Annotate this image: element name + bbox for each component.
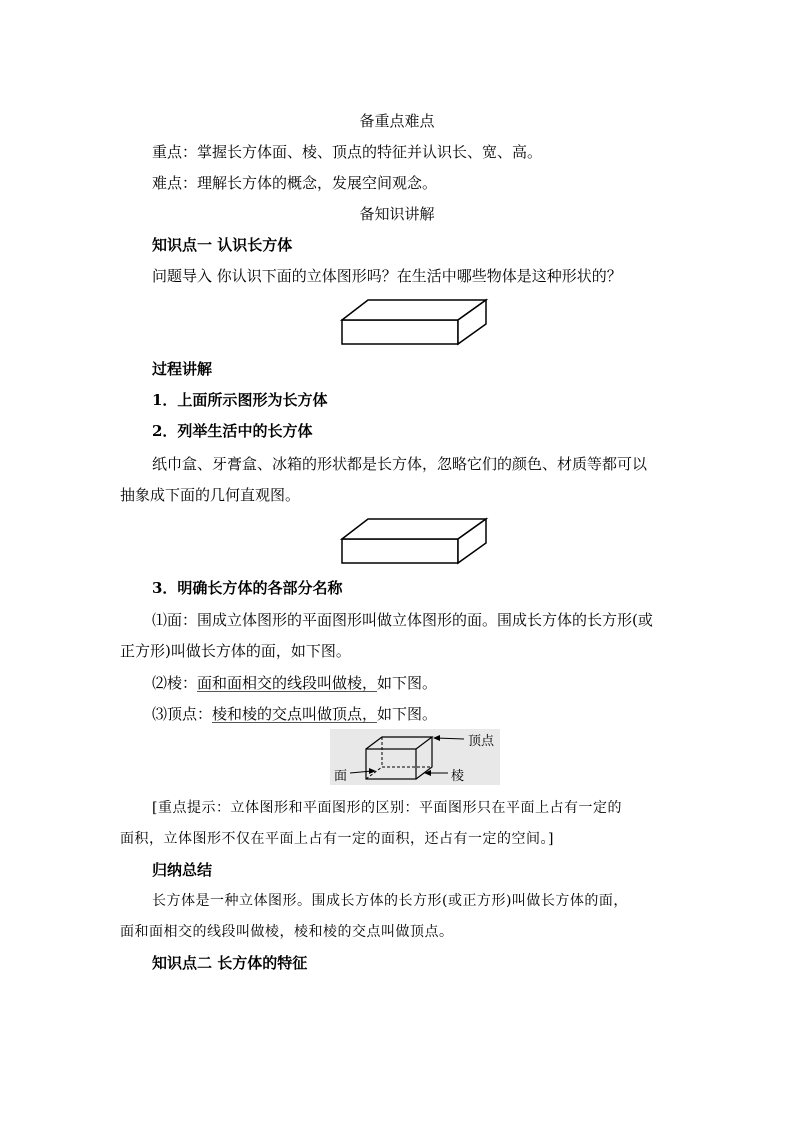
step-3-text: 3．明确长方体的各部分名称: [152, 579, 343, 597]
vertex-label: 顶点: [468, 734, 495, 749]
knowledge-point-2-title: 知识点二 长方体的特征: [152, 954, 308, 972]
face-label: 面: [334, 769, 348, 784]
summary-line-1: 长方体是一种立体图形。围成长方体的长方形(或正方形)叫做长方体的面，: [152, 893, 628, 909]
edge-suffix: 如下图。: [377, 674, 438, 692]
step-2-paragraph-line-1: 纸巾盒、牙膏盒、冰箱的形状都是长方体，忽略它们的颜色、材质等都可以: [152, 455, 648, 473]
step-2-text: 2．列举生活中的长方体: [152, 422, 313, 440]
step-2-paragraph-line-2: 抽象成下面的几何直观图。: [120, 486, 301, 504]
labeled-cuboid-diagram: [330, 729, 500, 785]
question-intro-text: 问题导入 你认识下面的立体图形吗？在生活中哪些物体是这种形状的？: [152, 267, 622, 285]
vertex-suffix: 如下图。: [377, 705, 438, 723]
step-1-text: 1．上面所示图形为长方体: [152, 391, 328, 409]
heading-prepare-focus: 备重点难点: [359, 112, 435, 130]
cuboid-figure-1: [340, 298, 490, 348]
face-definition-line-1: ⑴面：围成立体图形的平面图形叫做立体图形的面。围成长方体的长方形(或: [152, 611, 653, 629]
summary-line-2: 面和面相交的线段叫做棱，棱和棱的交点叫做顶点。: [120, 924, 454, 940]
process-title: 过程讲解: [152, 360, 213, 378]
face-definition-line-2: 正方形)叫做长方体的面，如下图。: [120, 642, 351, 660]
heading-knowledge: 备知识讲解: [359, 205, 435, 223]
edge-text: 面和面相交的线段叫做棱，: [197, 674, 378, 692]
edge-prefix: ⑵棱：: [152, 674, 198, 692]
vertex-definition: [152, 703, 437, 725]
edge-label: 棱: [451, 769, 465, 784]
key-point-text: 重点：掌握长方体面、棱、顶点的特征并认识长、宽、高。: [152, 143, 543, 161]
vertex-text: 棱和棱的交点叫做顶点，: [212, 705, 378, 723]
summary-title: 归纳总结: [152, 861, 213, 879]
difficulty-text: 难点：理解长方体的概念，发展空间观念。: [152, 174, 438, 192]
tip-line-1: [重点提示：立体图形和平面图形的区别：平面图形只在平面上占有一定的: [152, 800, 622, 816]
vertex-prefix: ⑶顶点：: [152, 705, 213, 723]
cuboid-figure-2: [340, 517, 490, 567]
tip-line-2: 面积，立体图形不仅在平面上占有一定的面积，还占有一定的空间。]: [120, 831, 554, 847]
knowledge-point-1-title: 知识点一 认识长方体: [152, 236, 293, 254]
edge-definition: [152, 672, 437, 694]
